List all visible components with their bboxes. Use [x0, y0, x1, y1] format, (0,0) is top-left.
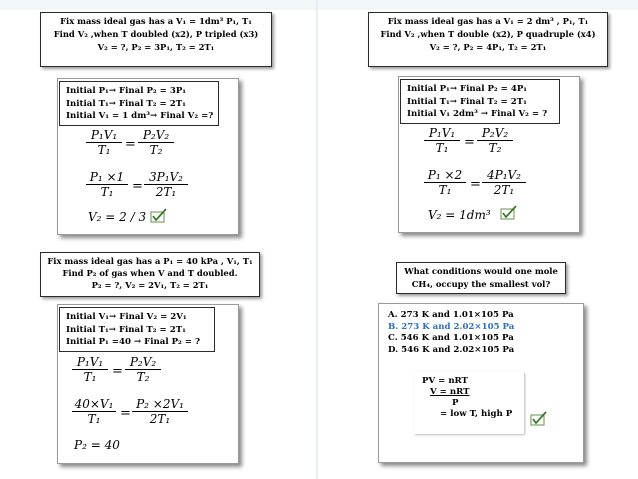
q1-info-line: Initial V₁ = 1 dm³→ Final V₂ =?	[66, 111, 214, 121]
q1-line-1: Fix mass ideal gas has a V₁ = 1dm³ P₁, T₁	[60, 16, 252, 26]
q3-eq2-left: 40×V₁ T₁	[72, 397, 116, 426]
q1-line-2: Find V₂ ,when T doubled (x2), P tripled (x3)	[53, 29, 259, 39]
equals-sign: =	[125, 137, 136, 152]
equals-sign: =	[464, 135, 475, 150]
q2-question-box	[368, 12, 608, 67]
q2-eq2-left: P₁ ×2 T₁	[424, 168, 466, 197]
q4-question-line-2: CH₄, occupy the smallest vol?	[411, 279, 551, 289]
q1-question-box	[40, 12, 272, 67]
equals-sign: =	[120, 406, 131, 421]
q3-info-line: Initial T₁→ Final T₂ = 2T₁	[66, 324, 186, 335]
q2-result: V₂ = 1dm³	[428, 208, 491, 222]
q4-option-a: A. 273 K and 1.01×105 Pa	[388, 310, 514, 320]
q2-line-2: Find V₂ ,when T double (x2), P quadruple (x4)	[380, 29, 596, 39]
q4-option-b: B. 273 K and 2.02×105 Pa	[388, 321, 515, 332]
q3-eq2-right: P₂ ×2V₁ 2T₁	[132, 397, 188, 426]
q2-line-1: Fix mass ideal gas has a V₁ = 2 dm³ , P₁, T₁	[387, 16, 589, 26]
q4-option-d: D. 546 K and 2.02×105 Pa	[388, 344, 515, 355]
q3-info-box	[59, 307, 215, 352]
q1-eq2-left: P₁ ×1 T₁	[86, 170, 128, 199]
q1-info-box	[59, 81, 219, 126]
q1-eq2-right: 3P₁V₂ 2T₁	[144, 170, 188, 199]
q4-question-box	[396, 262, 566, 294]
q1-eq1-left: P₁V₁ T₁	[86, 128, 122, 157]
q1-info-line: Initial T₁→ Final T₂ = 2T₁	[66, 98, 186, 109]
q3-line-2: Find P₂ of gas when V and T doubled.	[62, 268, 238, 278]
q2-info-line: Initial T₁→ Final T₂ = 2T₁	[407, 96, 527, 107]
q2-info-line: Initial P₁→ Final P₂ = 4P₁	[407, 84, 528, 94]
q4-working-box	[414, 372, 524, 434]
q3-result: P₂ = 40	[74, 438, 120, 452]
q3-eq1-left: P₁V₁ T₁	[72, 355, 108, 384]
equals-sign: =	[132, 179, 143, 194]
checkmark-icon	[500, 204, 518, 220]
q2-line-3: V₂ = ?, P₂ = 4P₁, T₂ = 2T₁	[429, 42, 547, 52]
equals-sign: =	[112, 364, 123, 379]
q4-work-line: V = nRT	[430, 387, 470, 397]
q2-eq1-right: P₂V₂ T₂	[477, 126, 513, 155]
q3-line-1: Fix mass ideal gas has a P₁ = 40 kPa , V₁, T₁	[47, 256, 253, 266]
q2-info-line: Initial V₁ 2dm³ → Final V₂ = ?	[407, 109, 548, 119]
q1-result: V₂ = 2 / 3	[88, 210, 147, 224]
q4-work-line: P	[452, 398, 459, 408]
q1-line-3: V₂ = ?, P₂ = 3P₁, T₂ = 2T₁	[97, 42, 215, 52]
q3-info-line: Initial V₁→ Final V₂ = 2V₁	[66, 312, 187, 322]
q4-question-line-1: What conditions would one mole	[404, 266, 558, 276]
q4-options-list	[388, 310, 538, 356]
q3-question-box	[40, 252, 260, 297]
q3-info-line: Initial P₁ =40 → Final P₂ = ?	[66, 337, 201, 347]
q3-line-3: P₂ = ?, V₂ = 2V₁, T₂ = 2T₁	[91, 280, 209, 290]
q2-info-box	[400, 79, 560, 124]
q1-eq1-right: P₂V₂ T₂	[138, 128, 174, 157]
checkmark-icon	[150, 207, 168, 223]
equals-sign: =	[470, 177, 481, 192]
q4-work-line: = low T, high P	[440, 409, 513, 419]
q1-info-line: Initial P₁→ Final P₂ = 3P₁	[66, 86, 187, 96]
slide-divider	[316, 0, 318, 479]
q3-eq1-right: P₂V₂ T₂	[125, 355, 161, 384]
slide-top-band	[0, 0, 638, 10]
q2-eq1-left: P₁V₁ T₁	[424, 126, 460, 155]
q4-work-line: PV = nRT	[422, 376, 468, 386]
q2-eq2-right: 4P₁V₂ 2T₁	[482, 168, 526, 197]
checkmark-icon	[530, 410, 548, 426]
q4-option-c: C. 546 K and 1.01×105 Pa	[388, 333, 514, 343]
